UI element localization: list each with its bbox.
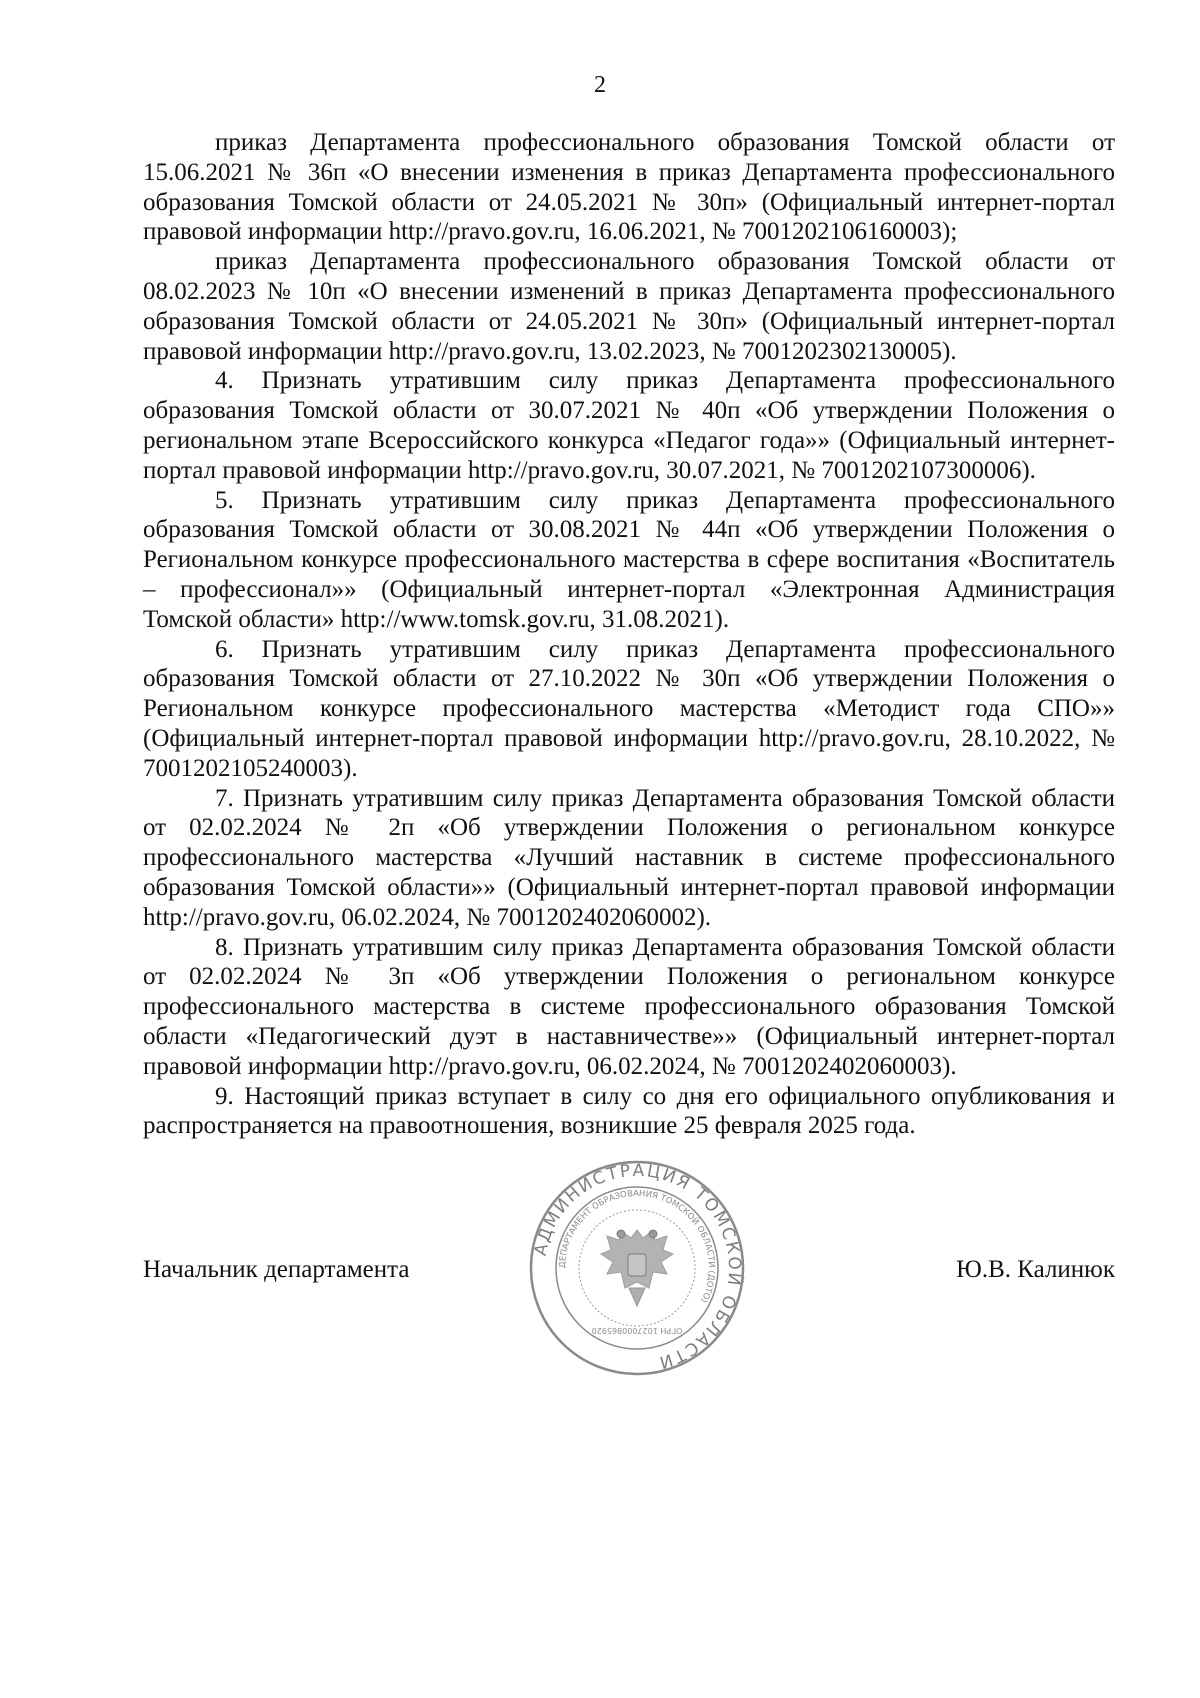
paragraph-order-10p: приказ Департамента профессионального образования Томской области от 08.02.2023 № 10п «О внесении изменений в приказ Департамента профессионального образования Томской области от 24.05.2021 № 30п» (Официальный интернет-портал правовой информации http://pravo.gov.ru, 13.02.2023, № 7001202302130005). xyxy=(143,248,1115,365)
paragraph-item-7: 7. Признать утратившим силу приказ Департамента образования Томской области от 02.02.2024 № 2п «Об утверждении Положения о региональном конкурсе профессионального мастерства «Лучший наставник в системе профессионального образования Томской области»» (Официальный интернет-портал правовой информации http://pravo.gov.ru, 06.02.2024, № 7001202402060002). xyxy=(143,784,1115,931)
signatory-name: Ю.В. Калинюк xyxy=(956,1256,1115,1283)
official-seal xyxy=(527,1158,747,1378)
paragraph-item-5: 5. Признать утратившим силу приказ Департамента профессионального образования Томской области от 30.08.2021 № 44п «Об утверждении Положения о Региональном конкурсе профессионального мастерства в сфере воспитания «Воспитатель – профессионал»» (Официальный интернет-портал «Электронная Администрация Томской области» http://www.tomsk.gov.ru, 31.08.2021). xyxy=(143,486,1115,633)
paragraph-item-4: 4. Признать утратившим силу приказ Департамента профессионального образования Томской области от 30.07.2021 № 40п «Об утверждении Положения о региональном этапе Всероссийского конкурса «Педагог года»» (Официальный интернет-портал правовой информации http://pravo.gov.ru, 30.07.2021, № 7001202107300006). xyxy=(143,367,1115,484)
paragraph-item-6: 6. Признать утратившим силу приказ Департамента профессионального образования Томской области от 27.10.2022 № 30п «Об утверждении Положения о Региональном конкурсе профессионального мастерства «Методист года СПО»» (Официальный интернет-портал правовой информации http://pravo.gov.ru, 28.10.2022, № 7001202105240003). xyxy=(143,635,1115,782)
paragraph-order-36p: приказ Департамента профессионального образования Томской области от 15.06.2021 № 36п «О внесении изменения в приказ Департамента профессионального образования Томской области от 24.05.2021 № 30п» (Официальный интернет-портал правовой информации http://pravo.gov.ru, 16.06.2021, № 7001202106160003); xyxy=(143,129,1115,246)
page-number: 2 xyxy=(594,72,606,98)
seal-inner-text: ДЕПАРТАМЕНТ ОБРАЗОВАНИЯ ТОМСКОЙ ОБЛАСТИ (ДОТО) xyxy=(557,1188,717,1305)
paragraph-item-8: 8. Признать утратившим силу приказ Департамента образования Томской области от 02.02.2024 № 3п «Об утверждении Положения о региональном конкурсе профессионального мастерства в системе профессионального образования Томской области «Педагогический дуэт в наставничестве»» (Официальный интернет-портал правовой информации http://pravo.gov.ru, 06.02.2024, № 7001202402060003). xyxy=(143,933,1115,1080)
eagle-emblem-icon xyxy=(601,1230,673,1306)
seal-outer-text: АДМИНИСТРАЦИЯ ТОМСКОЙ ОБЛАСТИ xyxy=(530,1160,745,1373)
paragraph-item-9: 9. Настоящий приказ вступает в силу со дня его официального опубликования и распространяется на правоотношения, возникшие 25 февраля 2025 года. xyxy=(143,1082,1115,1140)
seal-ogrn-text: ОГРН 1027000865920 xyxy=(591,1326,683,1335)
document-body xyxy=(143,128,1115,1141)
signatory-position: Начальник департамента xyxy=(143,1256,410,1283)
